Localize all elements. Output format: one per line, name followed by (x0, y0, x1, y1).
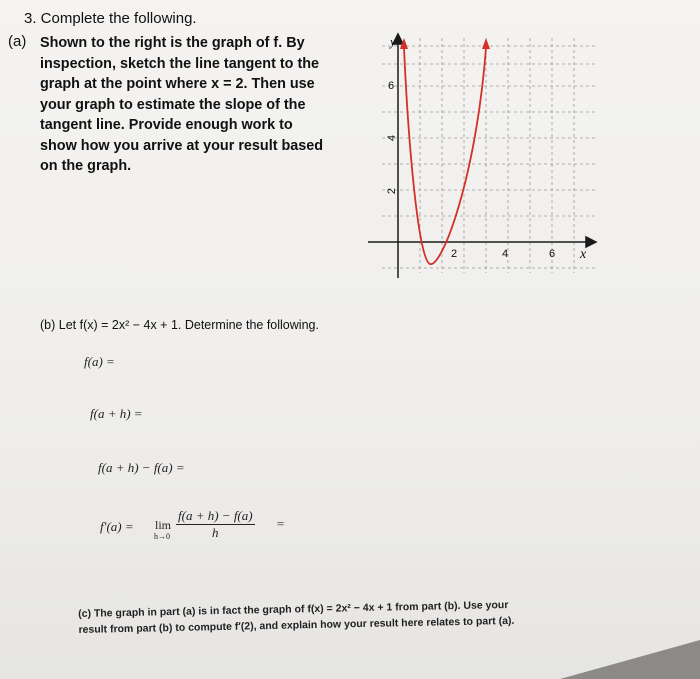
y-tick-2: 2 (386, 187, 398, 195)
expr-f-of-a-plus-h: f(a + h) = (90, 406, 143, 421)
difference-quotient (176, 508, 255, 541)
limit-subscript: h→0 (154, 532, 170, 541)
y-tick-4: 4 (386, 134, 398, 142)
limit-word: lim (155, 518, 172, 532)
y-axis-label: y (390, 34, 396, 49)
part-a-line: inspection, sketch the line tangent to the (40, 55, 320, 72)
question-title: 3. Complete the following. (24, 10, 197, 27)
x-tick-4: 4 (501, 248, 509, 260)
part-c-line: result from part (b) to compute f′(2), and explain how your result here relates to part (a). (78, 614, 515, 636)
part-a-instructions (40, 33, 324, 177)
x-axis-label: x (580, 247, 587, 262)
expr-f-of-a: f(a) = (84, 354, 115, 369)
grid (382, 38, 595, 273)
part-a-line: tangent line. Provide enough work to (40, 117, 293, 133)
y-tick-6: 6 (387, 80, 395, 92)
part-a-label: (a) (8, 33, 27, 50)
quotient-numerator: f(a + h) − f(a) (178, 508, 253, 523)
function-graph (360, 28, 610, 283)
part-b-prompt: (b) Let f(x) = 2x² − 4x + 1. Determine the following. (40, 318, 319, 332)
quotient-denominator: h (212, 525, 219, 540)
part-a-line: Shown to the right is the graph of f. By (40, 35, 305, 51)
part-a-line: show how you arrive at your result based (40, 137, 324, 154)
x-tick-2: 2 (450, 248, 458, 260)
parabola-curve (404, 48, 486, 264)
axes (368, 34, 596, 278)
part-c-line: (c) The graph in part (a) is in fact the graph of f(x) = 2x² − 4x + 1 from part (b). Use your (78, 598, 509, 620)
curve-right-arrow (482, 38, 490, 49)
x-tick-6: 6 (548, 248, 556, 260)
equals-sign: = (276, 516, 285, 531)
part-a-line: your graph to estimate the slope of the (40, 96, 306, 113)
part-a-line: graph at the point where x = 2. Then use (40, 76, 315, 92)
x-axis-arrow (586, 237, 596, 247)
derivative-left: f′(a) = (100, 519, 134, 534)
expr-difference: f(a + h) − f(a) = (98, 460, 185, 475)
part-a-line: on the graph. (40, 158, 132, 174)
